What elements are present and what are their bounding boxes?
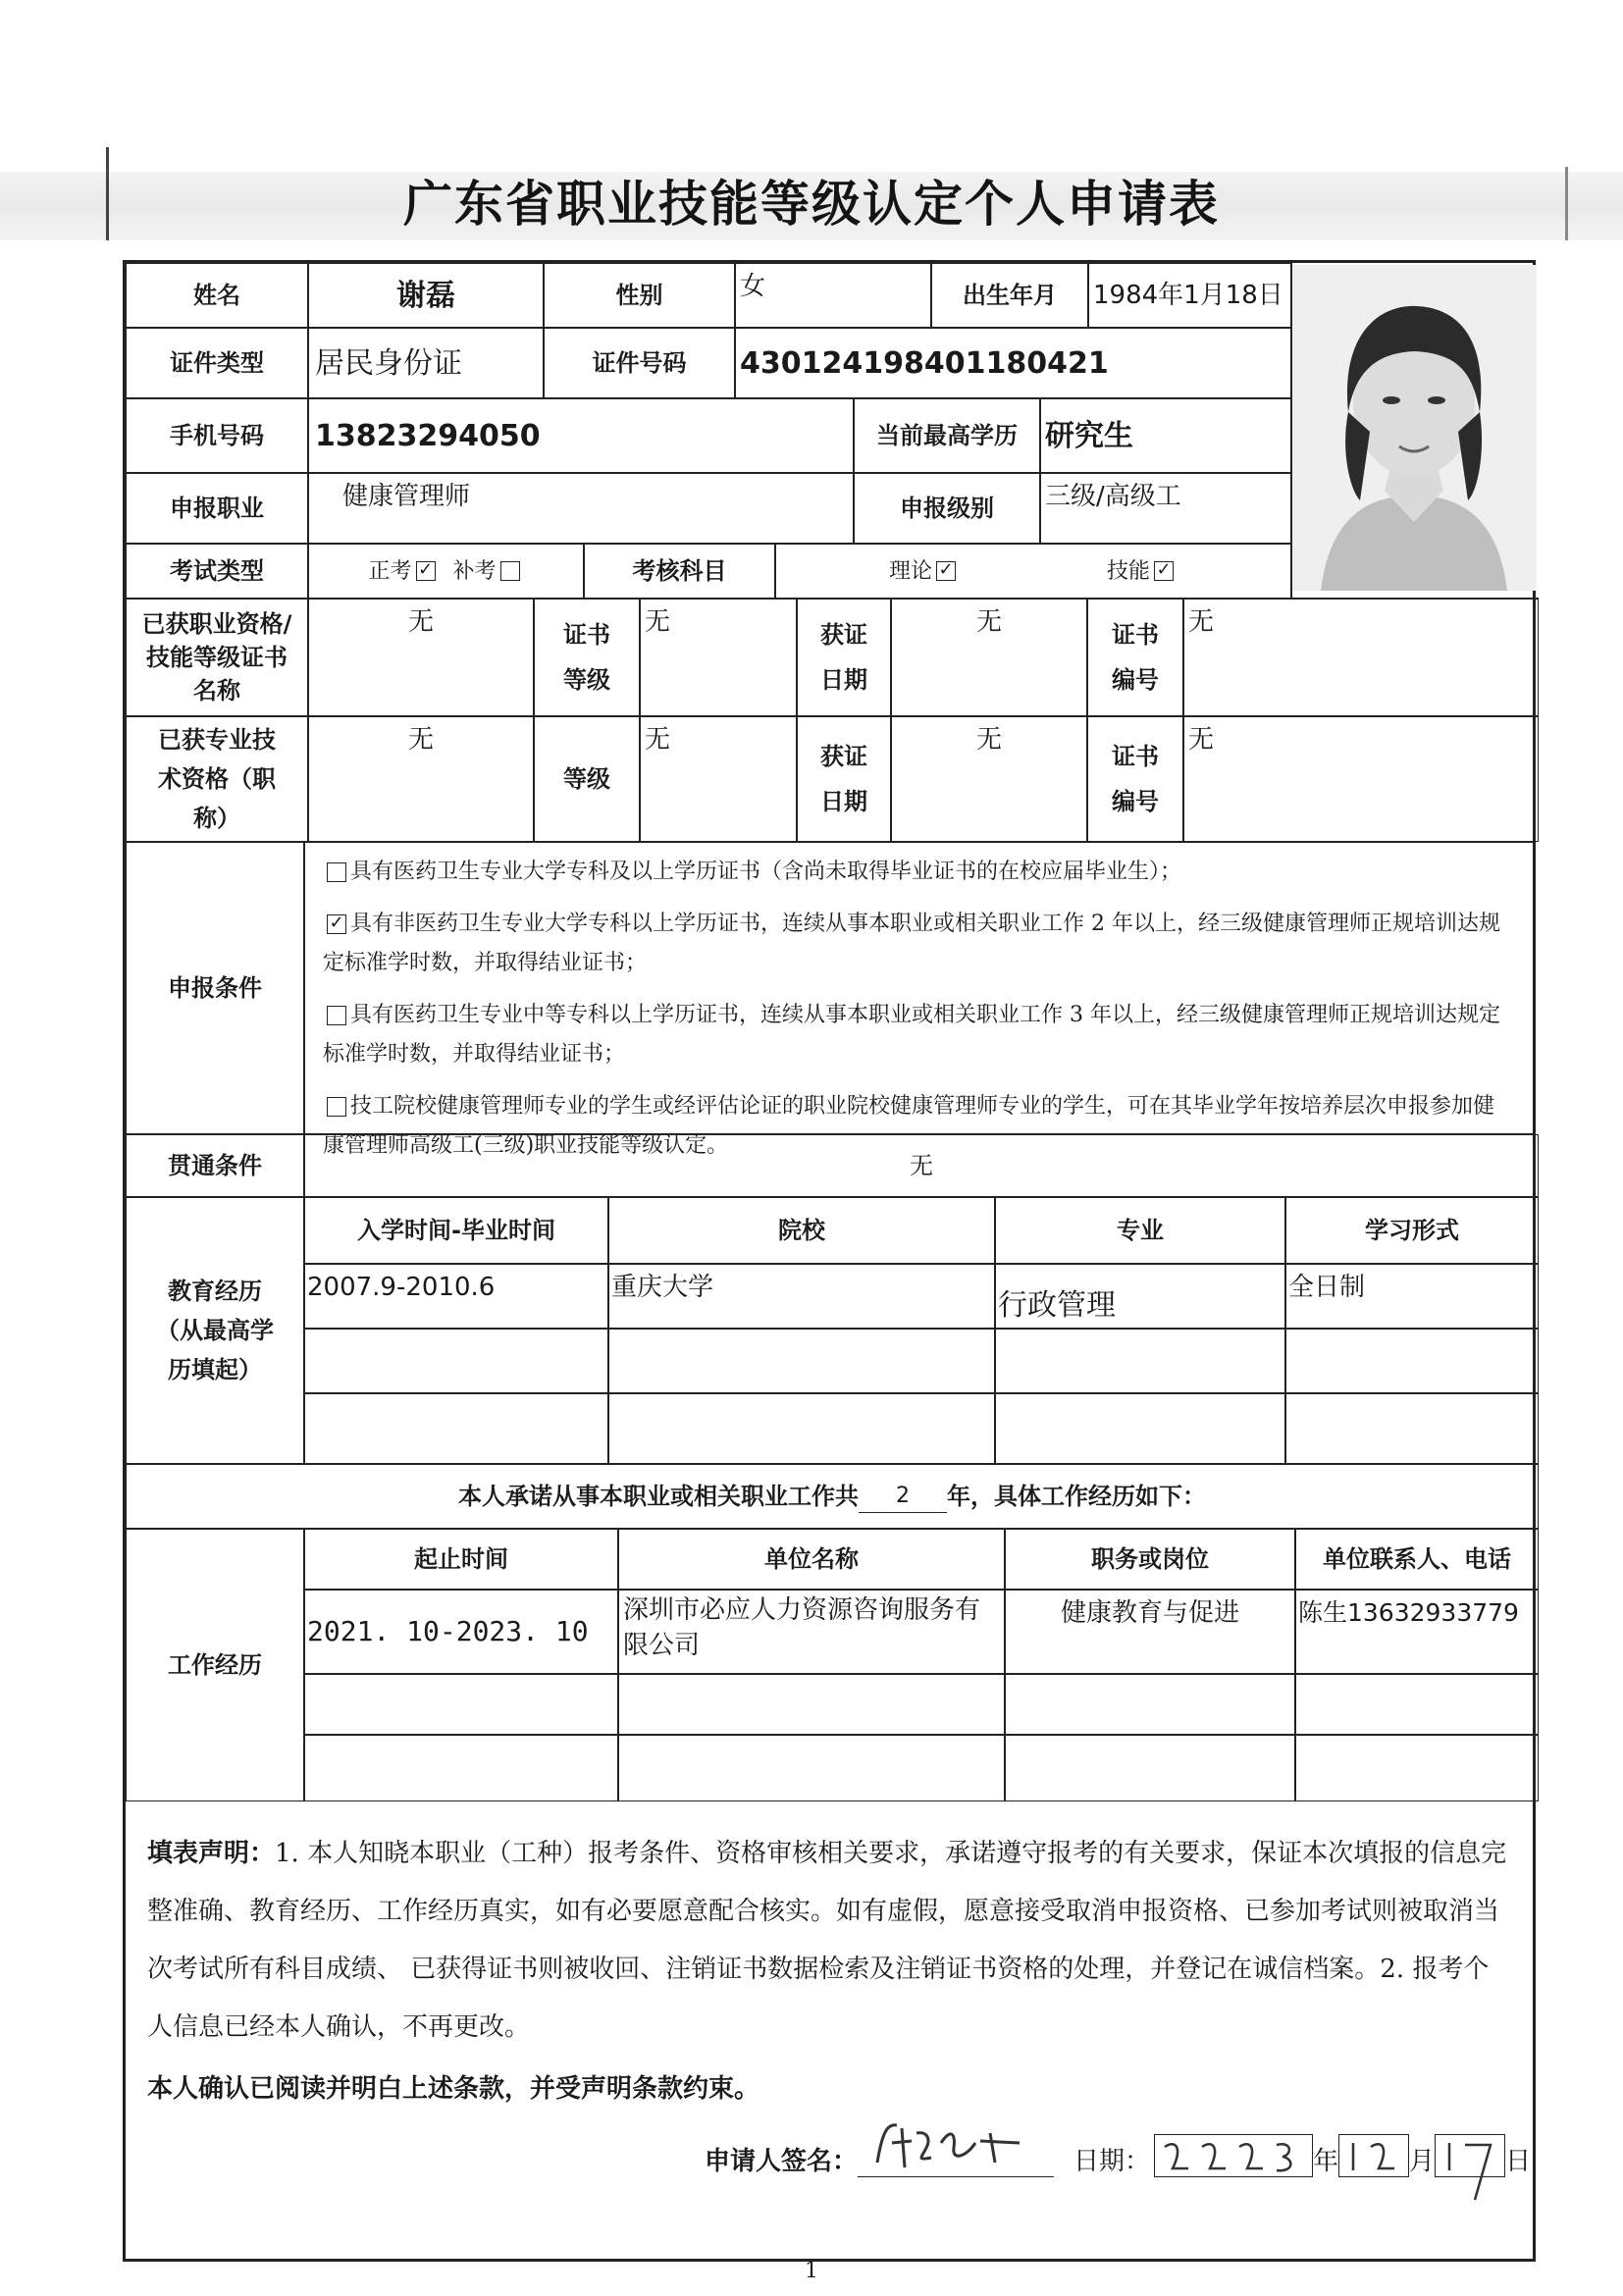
skill-cert-name: 无 (308, 599, 534, 716)
education-value: 研究生 (1040, 398, 1291, 473)
pro-cert-no: 无 (1183, 716, 1539, 842)
handwritten-signature (858, 2113, 1054, 2172)
work-history-label: 工作经历 (126, 1529, 304, 1801)
edu-period: 2007.9-2010.6 (304, 1264, 608, 1329)
date-year-box[interactable] (1154, 2134, 1313, 2177)
skill-label: 技能 (1107, 558, 1151, 584)
edu-empty-cell (995, 1329, 1285, 1393)
sign-label: 申请人签名： (705, 2147, 859, 2176)
gender-value: 女 (735, 263, 931, 328)
date-day-box[interactable] (1435, 2134, 1505, 2177)
edu-history-label: 教育经历（从最高学历填起） (126, 1197, 304, 1464)
regular-exam-checkbox[interactable]: ✓ (416, 561, 436, 581)
work-col-company: 单位名称 (618, 1529, 1005, 1590)
edu-empty-cell (608, 1393, 995, 1464)
edu-empty-cell (608, 1329, 995, 1393)
condition-item: 具有医药卫生专业中等专科以上学历证书，连续从事本职业或相关职业工作 3 年以上，经三级健康管理师正规培训达规定标准学时数，并取得结业证书； (323, 1003, 1500, 1067)
phone-label: 手机号码 (126, 398, 308, 473)
birth-label: 出生年月 (931, 263, 1088, 328)
name-value: 谢磊 (308, 263, 544, 328)
declaration (126, 1801, 1533, 2259)
work-empty-cell (304, 1735, 618, 1801)
edu-col-period: 入学时间-毕业时间 (304, 1197, 608, 1264)
work-period: 2021. 10-2023. 10 (304, 1590, 618, 1674)
signature-field[interactable] (858, 2127, 1054, 2177)
date-month-box[interactable] (1338, 2134, 1409, 2177)
edu-major: 行政管理 (995, 1264, 1285, 1329)
birth-value: 1984年1月18日 (1088, 263, 1291, 328)
edu-col-major: 专业 (995, 1197, 1285, 1264)
level-value: 三级/高级工 (1040, 473, 1291, 544)
work-empty-cell (1295, 1674, 1539, 1735)
edu-mode: 全日制 (1285, 1264, 1539, 1329)
name-label: 姓名 (126, 263, 308, 328)
work-empty-cell (1005, 1674, 1295, 1735)
work-col-contact: 单位联系人、电话 (1295, 1529, 1539, 1590)
occupation-value: 健康管理师 (308, 473, 854, 544)
theory-checkbox[interactable]: ✓ (936, 561, 956, 581)
edu-empty-cell (304, 1329, 608, 1393)
condition-checkbox[interactable] (327, 862, 346, 882)
condition-item: 技工院校健康管理师专业的学生或经评估论证的职业院校健康管理师专业的学生，可在其毕业学年按培养层次申报参加健康管理师高级工(三级)职业技能等级认定。 (323, 1094, 1495, 1158)
skill-checkbox[interactable]: ✓ (1154, 561, 1174, 581)
skill-cert-label: 已获职业资格/技能等级证书名称 (126, 599, 308, 716)
edu-col-mode: 学习形式 (1285, 1197, 1539, 1264)
phone-value: 13823294050 (308, 398, 854, 473)
pro-cert-name: 无 (308, 716, 534, 842)
work-years: 2 (859, 1480, 947, 1513)
work-empty-cell (1005, 1735, 1295, 1801)
id-type-value: 居民身份证 (308, 328, 544, 398)
skill-cert-no: 无 (1183, 599, 1539, 716)
pro-level-label: 等级 (534, 716, 640, 842)
edu-empty-cell (995, 1393, 1285, 1464)
work-company: 深圳市必应人力资源咨询服务有限公司 (618, 1590, 1005, 1674)
through-value: 无 (304, 1134, 1539, 1197)
id-type-label: 证件类型 (126, 328, 308, 398)
form-title: 广东省职业技能等级认定个人申请表 (403, 175, 1220, 233)
page-number: 1 (805, 2259, 818, 2283)
regular-exam-label: 正考 (368, 558, 412, 584)
edu-school: 重庆大学 (608, 1264, 995, 1329)
id-no-value: 430124198401180421 (735, 328, 1291, 398)
pro-date-label: 获证日期 (797, 716, 891, 842)
skill-cert-date: 无 (891, 599, 1087, 716)
skill-cert-level: 无 (640, 599, 797, 716)
work-position: 健康教育与促进 (1005, 1590, 1295, 1674)
declaration-label: 填表声明： (147, 1839, 276, 1868)
edu-col-school: 院校 (608, 1197, 995, 1264)
work-empty-cell (304, 1674, 618, 1735)
exam-subject-options (775, 544, 1291, 599)
condition-item: ✓ 具有非医药卫生专业大学专科以上学历证书，连续从事本职业或相关职业工作 2 年以上，经三级健康管理师正规培训达规定标准学时数，并取得结业证书； (323, 912, 1500, 975)
edu-empty-cell (304, 1393, 608, 1464)
conditions-list (304, 842, 1534, 1158)
handwritten-year (1155, 2135, 1312, 2176)
edu-empty-cell (1285, 1329, 1539, 1393)
work-promise: 本人承诺从事本职业或相关职业工作共 2 年，具体工作经历如下： (126, 1464, 1539, 1529)
edu-empty-cell (1285, 1393, 1539, 1464)
makeup-exam-label: 补考 (452, 558, 497, 584)
work-empty-cell (618, 1674, 1005, 1735)
handwritten-day (1436, 2135, 1504, 2204)
pro-no-label: 证书编号 (1087, 716, 1183, 842)
theory-label: 理论 (888, 558, 932, 584)
exam-type-options (308, 544, 584, 599)
work-col-period: 起止时间 (304, 1529, 618, 1590)
pro-cert-level: 无 (640, 716, 797, 842)
handwritten-month (1339, 2135, 1408, 2176)
month-unit: 月 (1409, 2147, 1436, 2176)
pro-cert-date: 无 (891, 716, 1087, 842)
id-no-label: 证件号码 (544, 328, 735, 398)
gender-label: 性别 (544, 263, 735, 328)
year-unit: 年 (1313, 2147, 1339, 2176)
conditions-label: 申报条件 (126, 842, 304, 1134)
condition-checkbox[interactable] (327, 1006, 346, 1025)
condition-item: 具有医药卫生专业大学专科及以上学历证书（含尚未取得毕业证书的在校应届毕业生）； (323, 853, 1515, 892)
pro-cert-label: 已获专业技术资格（职称） (126, 716, 308, 842)
cert-level-label: 证书等级 (534, 599, 640, 716)
condition-checkbox[interactable]: ✓ (327, 914, 346, 934)
work-empty-cell (618, 1735, 1005, 1801)
day-unit: 日 (1505, 2147, 1532, 2176)
date-label: 日期： (1073, 2147, 1151, 2176)
education-label: 当前最高学历 (854, 398, 1040, 473)
photo-frame (1291, 263, 1539, 599)
exam-subject-label: 考核科目 (584, 544, 775, 599)
application-form (123, 260, 1536, 2262)
signature-row (705, 2127, 1531, 2177)
level-label: 申报级别 (854, 473, 1040, 544)
cert-no-label: 证书编号 (1087, 599, 1183, 716)
through-label: 贯通条件 (126, 1134, 304, 1197)
work-contact: 陈生13632933779 (1295, 1590, 1539, 1674)
condition-checkbox[interactable] (327, 1097, 346, 1117)
cert-date-label: 获证日期 (797, 599, 891, 716)
occupation-label: 申报职业 (126, 473, 308, 544)
makeup-exam-checkbox[interactable] (500, 561, 520, 581)
work-empty-cell (1295, 1735, 1539, 1801)
work-col-position: 职务或岗位 (1005, 1529, 1295, 1590)
confirm-statement: 本人确认已阅读并明白上述条款，并受声明条款约束。 (147, 2074, 760, 2104)
exam-type-label: 考试类型 (126, 544, 308, 599)
declaration-text: 1. 本人知晓本职业（工种）报考条件、资格审核相关要求，承诺遵守报考的有关要求，保证本次填报的信息完整准确、教育经历、工作经历真实，如有必要愿意配合核实。如有虚假，愿意接受取消申报资格、已参加考试则被取消当次考试所有科目成绩、 已获得证书则被收回、注销证书数据检索及注销证书资格的处理，并登记在诚信档案。2. 报考个人信息已经本人确认，不再更改。 (147, 1839, 1507, 2042)
